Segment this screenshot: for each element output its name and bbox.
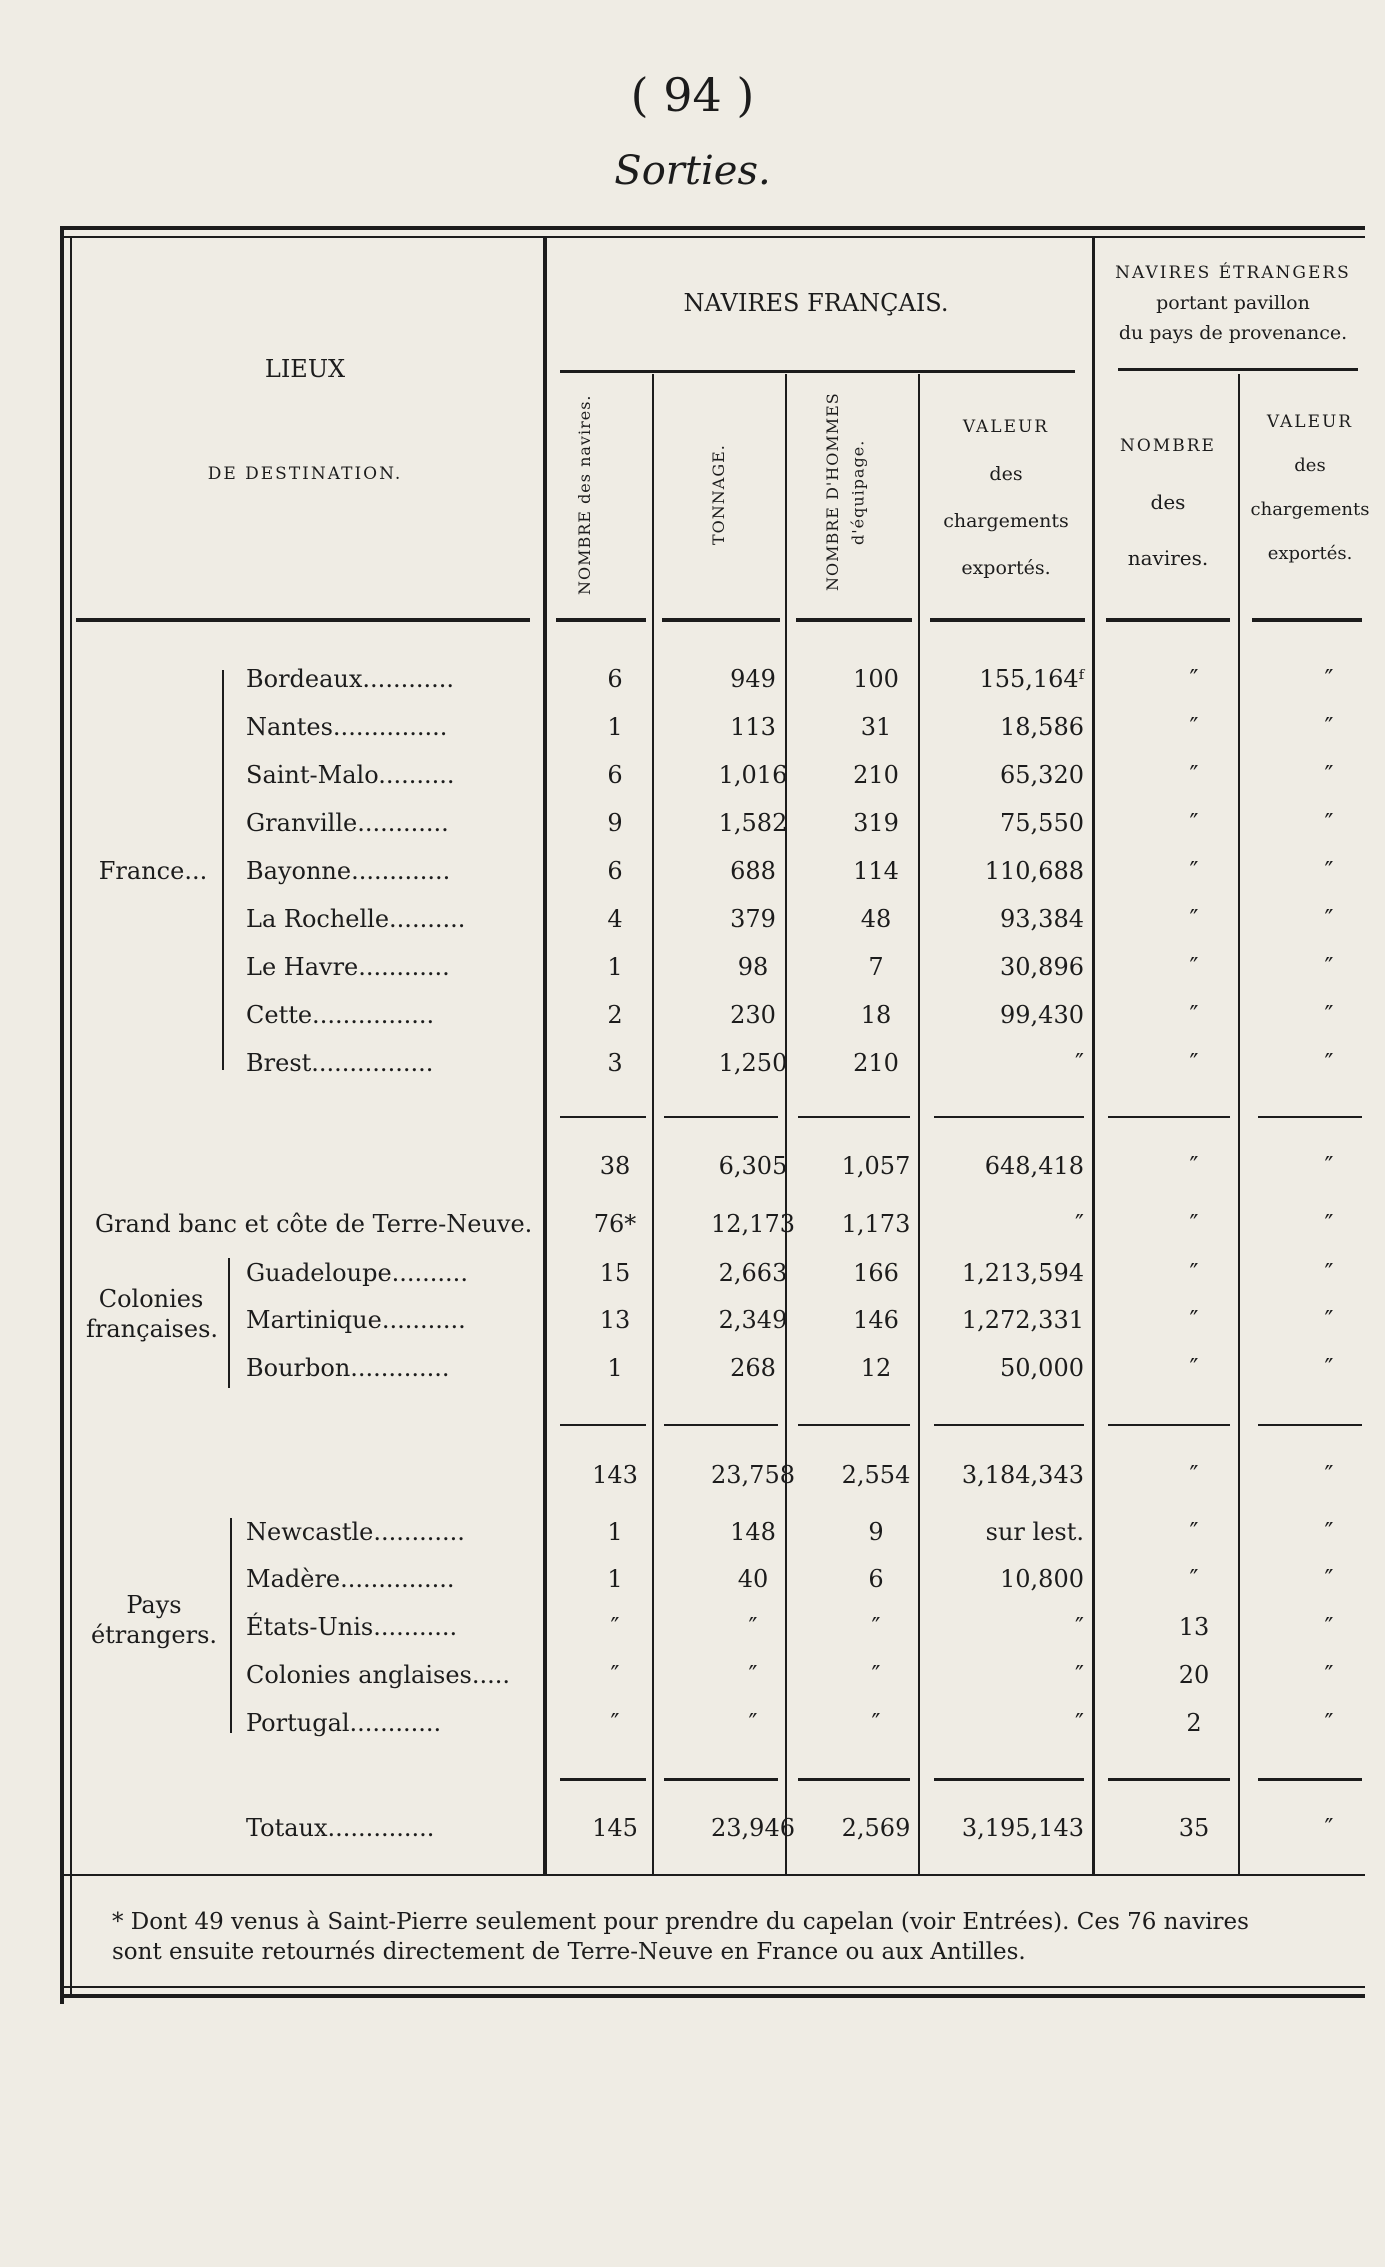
header-etr-valeur-line4: exportés.: [1267, 543, 1353, 564]
table-row: [0, 997, 1385, 1033]
cell-etr-valeur: ″: [1324, 809, 1334, 837]
cell-tonnage: 379: [730, 905, 776, 933]
cell-tonnage: ″: [748, 1613, 758, 1641]
cell-tonnage: ″: [748, 1709, 758, 1737]
table-row: [0, 709, 1385, 745]
cell-etr-valeur: ″: [1324, 1049, 1334, 1077]
cell-valeur: 75,550: [1000, 809, 1084, 837]
cell-etr-valeur: ″: [1324, 1306, 1334, 1334]
totals-label: Totaux..............: [246, 1814, 435, 1842]
header-etr-valeur-line1: VALEUR: [1266, 412, 1354, 432]
cell-hommes: 31: [860, 713, 892, 741]
cell-valeur: ″: [1075, 1709, 1084, 1737]
table-row: [0, 901, 1385, 937]
cell-hommes: ″: [871, 1613, 881, 1641]
cell-navires: 4: [607, 905, 623, 933]
table-row: [0, 1350, 1385, 1386]
cell-hommes: 319: [853, 809, 899, 837]
table-row: [0, 1561, 1385, 1597]
cell-etr-navires: ″: [1189, 1565, 1199, 1593]
cell-etr-valeur: ″: [1324, 1518, 1334, 1546]
table-row: [0, 853, 1385, 889]
place-name: Martinique...........: [246, 1306, 466, 1334]
page-heading: Sorties.: [614, 148, 771, 194]
cell-etr-navires: 13: [1178, 1613, 1210, 1641]
cell-etr-navires: ″: [1189, 713, 1199, 741]
cell-etr-navires: ″: [1189, 1461, 1199, 1489]
cell-etr-navires: ″: [1189, 665, 1199, 693]
cell-hommes: ″: [871, 1709, 881, 1737]
cell-navires: 143: [592, 1461, 638, 1489]
footnote: [112, 1908, 1352, 1968]
subtotal-row: [0, 1148, 1385, 1184]
place-name: Saint-Malo..........: [246, 761, 455, 789]
cell-tonnage: ″: [748, 1661, 758, 1689]
cell-navires: 6: [607, 761, 623, 789]
group-label-colonies-line1: Colonies: [98, 1285, 204, 1313]
table-row: [0, 1302, 1385, 1338]
cell-hommes: 48: [860, 905, 892, 933]
cell-navires: 1: [607, 953, 623, 981]
cell-etr-navires: ″: [1189, 857, 1199, 885]
cell-etr-valeur: ″: [1324, 1001, 1334, 1029]
cell-etr-valeur: ″: [1324, 1210, 1334, 1238]
cell-tonnage: 6,305: [718, 1152, 788, 1180]
cell-valeur: 648,418: [984, 1152, 1084, 1180]
cell-navires: 9: [607, 809, 623, 837]
table-row: [0, 805, 1385, 841]
header-lieux: LIEUX: [264, 355, 346, 383]
group-label-pays-line1: Pays: [126, 1591, 182, 1619]
header-navires-francais: NAVIRES FRANÇAIS.: [683, 289, 949, 317]
group-label-france: France...: [98, 857, 208, 885]
cell-etr-valeur: ″: [1324, 905, 1334, 933]
cell-etr-valeur: ″: [1324, 1461, 1334, 1489]
table-row: [0, 1609, 1385, 1645]
cell-navires: ″: [610, 1661, 620, 1689]
cell-tonnage: 12,173: [711, 1210, 795, 1238]
footnote-line2: sont ensuite retournés directement de Terre-Neuve en France ou aux Antilles.: [112, 1938, 1026, 1965]
cell-etr-navires: ″: [1189, 809, 1199, 837]
cell-etr-navires: ″: [1189, 1354, 1199, 1382]
cell-navires: 1: [607, 1354, 623, 1382]
cell-tonnage: 949: [730, 665, 776, 693]
cell-valeur: ″: [1075, 1613, 1084, 1641]
cell-etr-valeur: ″: [1324, 713, 1334, 741]
place-name: Colonies anglaises.....: [246, 1661, 510, 1689]
cell-tonnage: 23,758: [711, 1461, 795, 1489]
cell-valeur: 18,586: [1000, 713, 1084, 741]
cell-navires: 1: [607, 713, 623, 741]
header-hommes: NOMBRE D'HOMMES d'équipage.: [823, 392, 868, 592]
cell-navires: 2: [607, 1001, 623, 1029]
cell-tonnage: 688: [730, 857, 776, 885]
header-valeur-line3: chargements: [943, 510, 1069, 532]
cell-tonnage: 2,663: [718, 1259, 788, 1287]
cell-hommes: 18: [860, 1001, 892, 1029]
header-etr-nombre-line1: NOMBRE: [1120, 436, 1216, 456]
cell-valeur: 10,800: [1000, 1565, 1084, 1593]
cell-etr-valeur: ″: [1324, 1565, 1334, 1593]
cell-etr-navires: ″: [1189, 1259, 1199, 1287]
header-etrangers-line3: du pays de provenance.: [1118, 322, 1348, 344]
cell-tonnage: 1,250: [718, 1049, 788, 1077]
cell-valeur: 65,320: [1000, 761, 1084, 789]
cell-valeur: 1,213,594: [961, 1259, 1084, 1287]
header-etr-nombre: [1100, 418, 1236, 586]
table-row: [0, 757, 1385, 793]
cell-valeur: 50,000: [1000, 1354, 1084, 1382]
cell-valeur: 1,272,331: [961, 1306, 1084, 1334]
place-name: Newcastle............: [246, 1518, 465, 1546]
table-row: [0, 661, 1385, 697]
header-tonnage: TONNAGE.: [709, 444, 728, 546]
header-destination: DE DESTINATION.: [207, 464, 403, 484]
cell-etr-navires: ″: [1189, 1001, 1199, 1029]
table-row: [0, 1514, 1385, 1550]
table-row: [0, 1045, 1385, 1081]
place-name: États-Unis...........: [246, 1613, 458, 1641]
cell-hommes: ″: [871, 1661, 881, 1689]
cell-etr-navires: ″: [1189, 1306, 1199, 1334]
header-etr-valeur: [1250, 400, 1370, 576]
table-row: [0, 1705, 1385, 1741]
header-nombre-navires: NOMBRE des navires.: [575, 394, 594, 596]
header-etr-valeur-line2: des: [1294, 455, 1326, 476]
place-name: Le Havre............: [246, 953, 450, 981]
cell-tonnage: 230: [730, 1001, 776, 1029]
header-etr-nombre-line3: navires.: [1127, 546, 1209, 570]
cell-tonnage: 23,946: [711, 1814, 795, 1842]
header-valeur-line2: des: [989, 463, 1023, 485]
table-row: [0, 949, 1385, 985]
cell-valeur: 110,688: [984, 857, 1084, 885]
table-row: [0, 1206, 1385, 1242]
cell-tonnage: 1,582: [718, 809, 788, 837]
header-valeur: [922, 404, 1090, 592]
totals-row: [0, 1810, 1385, 1846]
cell-etr-valeur: ″: [1324, 857, 1334, 885]
cell-tonnage: 1,016: [718, 761, 788, 789]
cell-etr-valeur: ″: [1324, 1661, 1334, 1689]
cell-tonnage: 148: [730, 1518, 776, 1546]
footnote-line1: * Dont 49 venus à Saint-Pierre seulement pour prendre du capelan (voir Entrées). Ces 76 navires: [112, 1909, 1249, 1935]
cell-etr-valeur: ″: [1324, 953, 1334, 981]
cell-hommes: 2,569: [841, 1814, 911, 1842]
cell-tonnage: 113: [730, 713, 776, 741]
cell-tonnage: 268: [730, 1354, 776, 1382]
cell-navires: 1: [607, 1565, 623, 1593]
cell-etr-navires: ″: [1189, 905, 1199, 933]
place-name: Guadeloupe..........: [246, 1259, 468, 1287]
place-name: Madère...............: [246, 1565, 455, 1593]
place-name: Brest................: [246, 1049, 434, 1077]
table-row: [0, 1657, 1385, 1693]
cell-etr-navires: ″: [1189, 1049, 1199, 1077]
cell-valeur: sur lest.: [985, 1518, 1084, 1546]
cell-etr-valeur: ″: [1324, 1709, 1334, 1737]
cell-hommes: 7: [868, 953, 884, 981]
page-number: ( 94 ): [630, 68, 755, 122]
cell-valeur: 155,164ᶠ: [979, 665, 1084, 693]
cell-hommes: 210: [853, 1049, 899, 1077]
cell-hommes: 210: [853, 761, 899, 789]
place-name: Grand banc et côte de Terre-Neuve.: [95, 1210, 533, 1238]
cell-hommes: 146: [853, 1306, 899, 1334]
cell-valeur: ″: [1075, 1049, 1084, 1077]
cell-etr-navires: ″: [1189, 1152, 1199, 1180]
cell-etr-valeur: ″: [1324, 1152, 1334, 1180]
cell-etr-valeur: ″: [1324, 1259, 1334, 1287]
place-name: La Rochelle..........: [246, 905, 466, 933]
cell-valeur: 3,184,343: [961, 1461, 1084, 1489]
place-name: Cette................: [246, 1001, 435, 1029]
header-etrangers: [1098, 258, 1368, 348]
header-etr-valeur-line3: chargements: [1250, 499, 1370, 520]
header-etr-nombre-line2: des: [1150, 490, 1186, 514]
cell-etr-navires: ″: [1189, 1210, 1199, 1238]
header-valeur-line1: VALEUR: [962, 417, 1050, 437]
cell-valeur: 30,896: [1000, 953, 1084, 981]
cell-hommes: 114: [853, 857, 899, 885]
cell-valeur: 3,195,143: [961, 1814, 1084, 1842]
header-etrangers-line1: NAVIRES ÉTRANGERS: [1115, 263, 1351, 283]
cell-hommes: 1,173: [841, 1210, 911, 1238]
cell-navires: ″: [610, 1709, 620, 1737]
cell-navires: 38: [599, 1152, 631, 1180]
cell-etr-navires: 20: [1178, 1661, 1210, 1689]
cell-tonnage: 40: [737, 1565, 769, 1593]
cell-etr-navires: 35: [1178, 1814, 1210, 1842]
cell-hommes: 12: [860, 1354, 892, 1382]
cell-navires: 145: [592, 1814, 638, 1842]
cell-valeur: 99,430: [1000, 1001, 1084, 1029]
cell-etr-valeur: ″: [1324, 1354, 1334, 1382]
cell-valeur: 93,384: [1000, 905, 1084, 933]
cell-etr-navires: ″: [1189, 953, 1199, 981]
place-name: Bayonne.............: [246, 857, 451, 885]
cell-etr-valeur: ″: [1324, 761, 1334, 789]
place-name: Granville............: [246, 809, 449, 837]
cell-navires: 6: [607, 665, 623, 693]
cell-etr-valeur: ″: [1324, 1613, 1334, 1641]
cell-navires: 3: [607, 1049, 623, 1077]
header-etrangers-line2: portant pavillon: [1156, 292, 1310, 314]
cell-navires: 1: [607, 1518, 623, 1546]
cell-etr-valeur: ″: [1324, 665, 1334, 693]
cell-hommes: 100: [853, 665, 899, 693]
place-name: Portugal............: [246, 1709, 442, 1737]
cell-navires: 15: [599, 1259, 631, 1287]
cell-valeur: ″: [1075, 1210, 1084, 1238]
cell-hommes: 9: [868, 1518, 884, 1546]
cell-etr-valeur: ″: [1324, 1814, 1334, 1842]
cell-etr-navires: ″: [1189, 1518, 1199, 1546]
cell-hommes: 2,554: [841, 1461, 911, 1489]
cell-navires: 76*: [593, 1210, 637, 1238]
place-name: Bordeaux............: [246, 665, 454, 693]
group-label-colonies-line2: françaises.: [86, 1315, 219, 1343]
cell-hommes: 1,057: [841, 1152, 911, 1180]
cell-etr-navires: ″: [1189, 761, 1199, 789]
cell-navires: 6: [607, 857, 623, 885]
table-row: [0, 1255, 1385, 1291]
cell-valeur: ″: [1075, 1661, 1084, 1689]
header-valeur-line4: exportés.: [961, 557, 1051, 579]
group-label-pays-line2: étrangers.: [90, 1621, 218, 1649]
cell-tonnage: 98: [737, 953, 769, 981]
place-name: Nantes...............: [246, 713, 448, 741]
cell-tonnage: 2,349: [718, 1306, 788, 1334]
cell-etr-navires: 2: [1186, 1709, 1202, 1737]
subtotal-row: [0, 1457, 1385, 1493]
cell-hommes: 6: [868, 1565, 884, 1593]
cell-navires: ″: [610, 1613, 620, 1641]
place-name: Bourbon.............: [246, 1354, 450, 1382]
cell-hommes: 166: [853, 1259, 899, 1287]
cell-navires: 13: [599, 1306, 631, 1334]
